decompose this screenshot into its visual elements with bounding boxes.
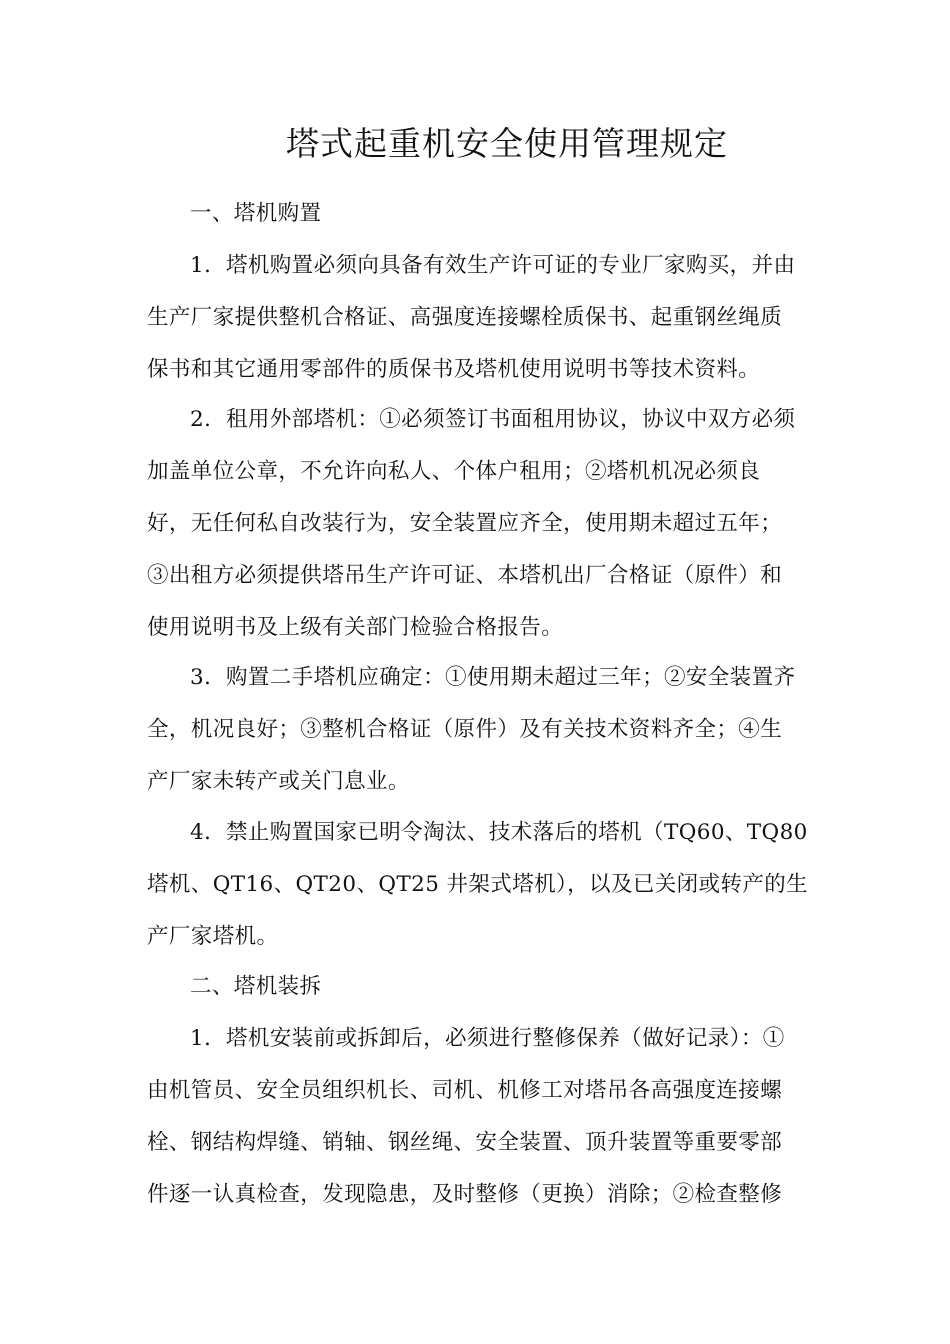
section-heading-1: 一、塔机购置 [190,201,322,226]
paragraph-line: 件逐一认真检查，发现隐患，及时整修（更换）消除；②检查整修 [147,1182,783,1207]
paragraph-line: 1．塔机购置必须向具备有效生产许可证的专业厂家购买，并由 [190,253,796,278]
section-heading-2: 二、塔机装拆 [190,974,322,999]
paragraph-line: ③出租方必须提供塔吊生产许可证、本塔机出厂合格证（原件）和 [147,563,783,588]
paragraph-line: 塔机、QT16、QT20、QT25 井架式塔机），以及已关闭或转产的生 [147,872,809,897]
paragraph-line: 1．塔机安装前或拆卸后，必须进行整修保养（做好记录）：① [190,1026,785,1051]
paragraph-line: 保书和其它通用零部件的质保书及塔机使用说明书等技术资料。 [147,357,761,382]
paragraph-line: 2．租用外部塔机：①必须签订书面租用协议，协议中双方必须 [190,407,796,432]
paragraph-line: 使用说明书及上级有关部门检验合格报告。 [147,615,564,640]
document-title: 塔式起重机安全使用管理规定 [286,124,728,163]
paragraph-line: 产厂家未转产或关门息业。 [147,769,410,794]
paragraph-line: 生产厂家提供整机合格证、高强度连接螺栓质保书、起重钢丝绳质 [147,305,783,330]
paragraph-line: 好，无任何私自改装行为，安全装置应齐全，使用期未超过五年； [147,511,783,536]
paragraph-line: 由机管员、安全员组织机长、司机、机修工对塔吊各高强度连接螺 [147,1078,783,1103]
paragraph-line: 3．购置二手塔机应确定：①使用期未超过三年；②安全装置齐 [190,665,796,690]
paragraph-line: 4．禁止购置国家已明令淘汰、技术落后的塔机（TQ60、TQ80 [190,820,808,845]
paragraph-line: 产厂家塔机。 [147,924,279,949]
paragraph-line: 全，机况良好；③整机合格证（原件）及有关技术资料齐全；④生 [147,717,783,742]
paragraph-line: 加盖单位公章，不允许向私人、个体户租用；②塔机机况必须良 [147,459,761,484]
paragraph-line: 栓、钢结构焊缝、销轴、钢丝绳、安全装置、顶升装置等重要零部 [147,1130,783,1155]
